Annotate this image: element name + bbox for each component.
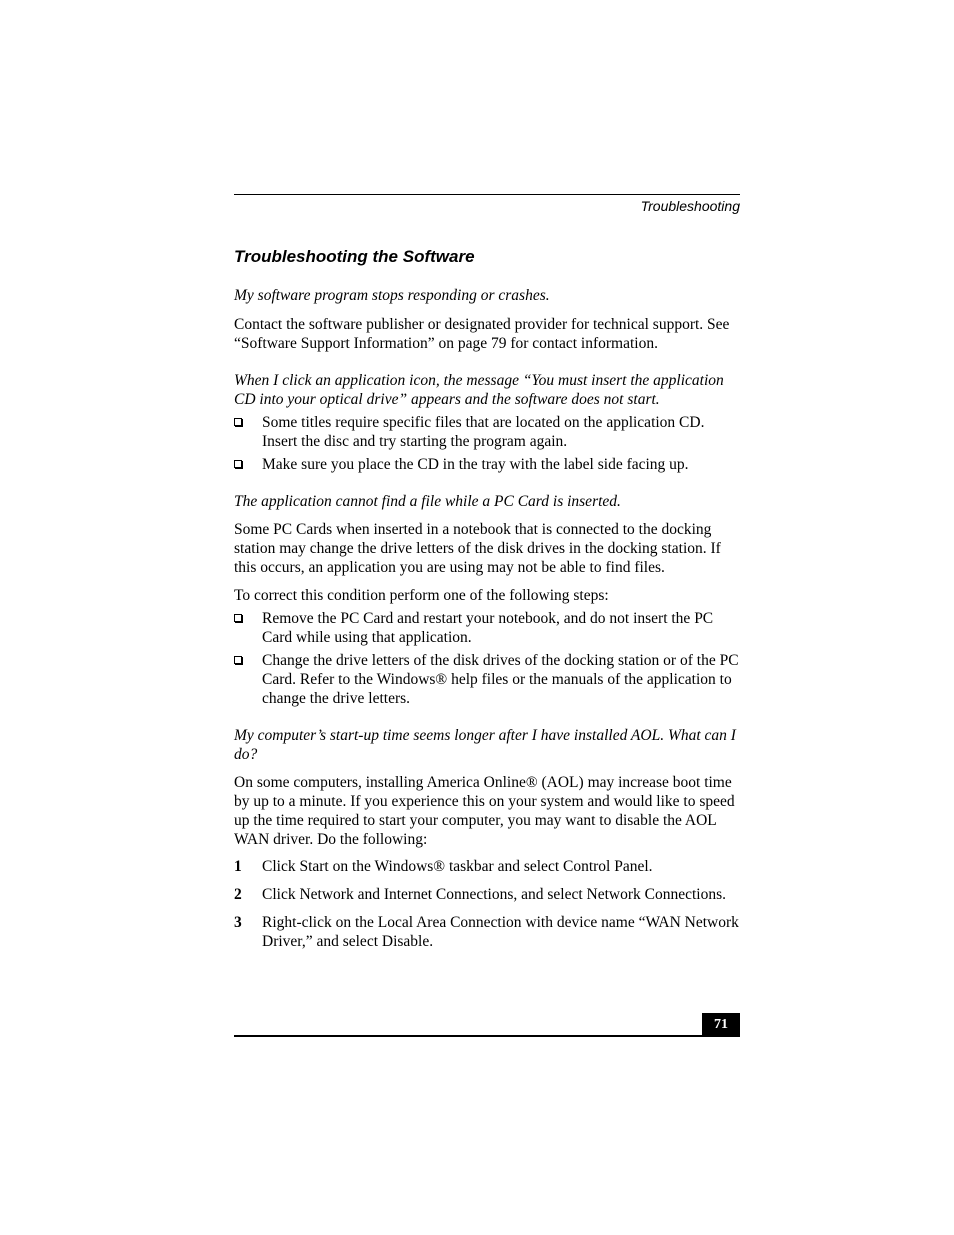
manual-page — [234, 0, 740, 1235]
step-number: 3 — [234, 914, 242, 931]
numbered-step — [234, 913, 740, 951]
list-item-text: Some titles require specific files that are located on the application CD. Insert the disc and try starting the program again. — [262, 414, 705, 450]
numbered-step — [234, 857, 740, 876]
answer-software-crash: Contact the software publisher or designated provider for technical support. See “Software Support Information” on page 79 for contact information. — [234, 316, 730, 352]
section-title: Troubleshooting the Software — [234, 247, 475, 266]
question-pc-card: The application cannot find a file while a PC Card is inserted. — [234, 493, 621, 510]
question-aol-startup: My computer’s start-up time seems longer after I have installed AOL. What can I do? — [234, 727, 736, 763]
list-item — [234, 609, 740, 647]
running-head: Troubleshooting — [640, 198, 740, 214]
list-item-text: Make sure you place the CD in the tray with the label side facing up. — [262, 456, 689, 473]
numbered-step — [234, 885, 740, 904]
checkbox-bullet-icon — [234, 614, 242, 622]
step-text: Right-click on the Local Area Connection with device name “WAN Network Driver,” and select Disable. — [262, 914, 739, 950]
list-item — [234, 455, 740, 474]
question-insert-cd: When I click an application icon, the message “You must insert the application CD into your optical drive” appears and the software does not start. — [234, 372, 724, 408]
list-item-text: Change the drive letters of the disk drives of the docking station or of the PC Card. Refer to the Windows® help files or the manuals of the application to change the drive letters. — [262, 652, 739, 707]
checkbox-bullet-icon — [234, 460, 242, 468]
page-number: 71 — [702, 1013, 740, 1036]
checkbox-bullet-icon — [234, 656, 242, 664]
step-text: Click Start on the Windows® taskbar and select Control Panel. — [262, 858, 653, 875]
list-item — [234, 651, 740, 708]
steps-intro: To correct this condition perform one of the following steps: — [234, 587, 609, 604]
list-item-text: Remove the PC Card and restart your notebook, and do not insert the PC Card while using that application. — [262, 610, 714, 646]
answer-aol-startup: On some computers, installing America Online® (AOL) may increase boot time by up to a minute. If you experience this on your system and would like to speed up the time required to start your computer, you may want to disable the AOL WAN driver. Do the following: — [234, 774, 735, 848]
answer-pc-card: Some PC Cards when inserted in a notebook that is connected to the docking station may change the drive letters of the disk drives in the docking station. If this occurs, an application you are using may not be able to find files. — [234, 521, 721, 576]
list-item — [234, 413, 740, 451]
header-rule — [234, 194, 740, 195]
step-number: 2 — [234, 886, 242, 903]
step-number: 1 — [234, 858, 242, 875]
question-software-crash: My software program stops responding or crashes. — [234, 287, 550, 304]
footer-rule — [234, 1035, 740, 1037]
step-text: Click Network and Internet Connections, and select Network Connections. — [262, 886, 727, 903]
checkbox-bullet-icon — [234, 418, 242, 426]
